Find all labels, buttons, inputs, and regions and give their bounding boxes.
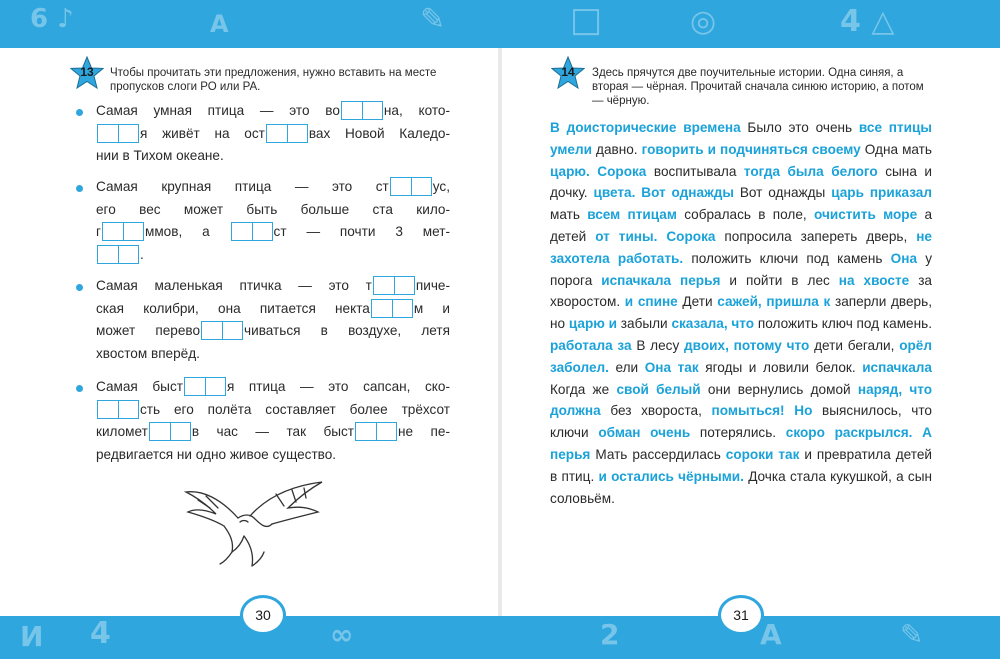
exercise-text: на, кото- xyxy=(383,103,450,118)
blue-story-fragment: наряд, что должна xyxy=(550,381,933,419)
exercise-text: ст — почти 3 мет- xyxy=(273,224,450,239)
exercise-text: в час — так быст xyxy=(191,424,355,439)
exercise-text: нии в Тихом океане. xyxy=(96,148,224,163)
page-number: 31 xyxy=(718,595,764,635)
exercise-text: чиваться в воздухе, летя xyxy=(244,323,450,338)
black-story-fragment: давно. xyxy=(592,141,642,157)
black-story-fragment: без хвороста, xyxy=(600,403,712,419)
blue-story-fragment: очистить море xyxy=(814,207,918,223)
black-story-fragment: забыли xyxy=(617,316,672,332)
task-instructions: Чтобы прочитать эти предложения, нужно вставить на месте пропусков слоги РО или РА. xyxy=(110,67,437,93)
syllable-blank[interactable] xyxy=(201,321,243,340)
blue-story-fragment: тогда была белого xyxy=(743,163,878,179)
blue-story-fragment: сажей, пришла к xyxy=(717,294,831,310)
exercise-text: ская колибри, она питается некта xyxy=(96,300,370,316)
bullet xyxy=(76,185,83,192)
exercise-line xyxy=(96,343,450,366)
exercise-text: . xyxy=(140,246,144,262)
top-decor-band: 6 ♪ А ✎ □ ◎ 4 △ xyxy=(0,0,1000,48)
exercise-line xyxy=(96,100,450,123)
blue-story-fragment: орёл заболел. xyxy=(550,337,933,375)
black-story-fragment: у порога xyxy=(550,250,932,288)
blue-story-fragment: царь приказал xyxy=(831,185,932,201)
exercise-text: г xyxy=(96,224,101,239)
syllable-blank[interactable] xyxy=(97,400,139,419)
syllable-blank[interactable] xyxy=(373,276,415,295)
blue-story-fragment: царю. Сорока xyxy=(550,163,647,179)
black-story-fragment: дети бегали, xyxy=(809,337,900,353)
exercise-text: Самая умная птица — это во xyxy=(96,103,340,118)
exercise-line xyxy=(96,320,450,343)
black-story-fragment: Когда же xyxy=(550,381,617,397)
black-story-fragment: заперли дверь, но xyxy=(550,294,932,332)
task-number-badge xyxy=(551,56,585,90)
exercise-text: ус, xyxy=(432,179,450,194)
exercise-text: я птица — это сапсан, ско- xyxy=(226,379,450,394)
syllable-blank[interactable] xyxy=(102,222,144,241)
exercise-text: я живёт на ост xyxy=(140,125,265,141)
story-text xyxy=(550,117,932,509)
page-number: 30 xyxy=(240,595,286,635)
exercise-text: его вес может быть больше ста кило- xyxy=(96,201,450,217)
exercise-item xyxy=(96,100,450,168)
syllable-blank[interactable] xyxy=(184,377,226,396)
blue-story-fragment: помыться! Но xyxy=(711,403,813,419)
syllable-blank[interactable] xyxy=(149,422,191,441)
blue-story-fragment: сказала, что xyxy=(671,316,755,332)
black-story-fragment: Дочка стала кукушкой, а сын соловьём. xyxy=(550,468,932,506)
black-story-fragment: потерялись. xyxy=(690,425,786,441)
black-story-fragment: Мать рассердилась xyxy=(590,446,726,462)
black-story-fragment: мать xyxy=(550,207,588,223)
exercise-item xyxy=(96,176,450,266)
exercise-text: пиче- xyxy=(415,278,450,293)
black-story-fragment: Было это очень xyxy=(740,120,859,135)
blue-story-fragment: Она xyxy=(890,250,918,266)
black-story-fragment: Дети xyxy=(677,294,718,310)
syllable-blank[interactable] xyxy=(355,422,397,441)
exercise-text: километ xyxy=(96,424,148,439)
exercise-item xyxy=(96,376,450,466)
exercise-text: м и xyxy=(413,300,451,316)
blue-story-fragment: двоих, потому что xyxy=(684,337,810,353)
blue-story-fragment: работала за xyxy=(550,337,632,353)
exercise-text: Самая маленькая птичка — это т xyxy=(96,278,372,293)
exercise-text: ммов, а xyxy=(144,224,230,239)
black-story-fragment: ели xyxy=(608,359,645,375)
bullet xyxy=(76,385,83,392)
black-story-fragment: положить ключ под камень. xyxy=(754,316,932,332)
exercise-item xyxy=(96,275,450,365)
exercise-line xyxy=(96,376,450,399)
blue-story-fragment: цвета. Вот однажды xyxy=(593,185,734,201)
exercise-line xyxy=(96,399,450,422)
blue-story-fragment: испачкала перья xyxy=(601,272,721,288)
syllable-blank[interactable] xyxy=(97,245,139,264)
blue-story-fragment: В доисторические времена xyxy=(550,120,741,135)
blue-story-fragment: испачкала xyxy=(862,359,932,375)
task-number-badge xyxy=(70,56,104,90)
blue-story-fragment: сороки так xyxy=(725,446,800,462)
syllable-blank[interactable] xyxy=(266,124,308,143)
syllable-blank[interactable] xyxy=(97,124,139,143)
task-number: 14 xyxy=(561,65,575,79)
blue-story-fragment: на хвосте xyxy=(838,272,910,288)
bottom-decor-band: И 4 ∞ 2 А ✎ xyxy=(0,616,1000,659)
exercise-line xyxy=(96,421,450,444)
bullet xyxy=(76,284,83,291)
black-story-fragment: а детей xyxy=(550,207,933,244)
exercise-text: Самая быст xyxy=(96,379,183,394)
exercise-line xyxy=(96,176,450,199)
exercise-line xyxy=(96,298,450,321)
blue-story-fragment: говорить и подчиняться своему xyxy=(641,141,861,157)
blue-story-fragment: Она так xyxy=(644,359,699,375)
black-story-fragment: попросила запереть дверь, xyxy=(715,228,917,244)
exercise-line xyxy=(96,221,450,244)
syllable-blank[interactable] xyxy=(390,177,432,196)
black-story-fragment: положить ключи под камень xyxy=(683,250,891,266)
bullet xyxy=(76,109,83,116)
black-story-fragment: и превратила детей в птиц. xyxy=(550,446,933,484)
exercise-text: сть его полёта составляет более трёхсот xyxy=(140,401,450,417)
exercise-text: может перево xyxy=(96,323,201,338)
exercise-line xyxy=(96,275,450,298)
black-story-fragment: и пойти в лес xyxy=(720,272,839,288)
blue-story-fragment: всем птицам xyxy=(587,207,677,223)
syllable-blank[interactable] xyxy=(371,299,413,318)
blue-story-fragment: обман очень xyxy=(598,425,691,441)
task-instructions: Здесь прячутся две поучительные истории. Одна синяя, а вторая — чёрная. Прочитай сначала синюю историю, а потом — чёрную. xyxy=(592,67,924,107)
black-story-fragment: выяснилось, что ключи xyxy=(550,403,932,441)
black-story-fragment: воспитывала xyxy=(646,163,744,179)
exercise-text: вах Новой Каледо- xyxy=(308,125,450,141)
eagle-illustration xyxy=(180,478,330,570)
black-story-fragment: ягоды и ловили белок. xyxy=(698,359,863,375)
black-story-fragment: они вернулись домой xyxy=(700,381,858,397)
syllable-blank[interactable] xyxy=(341,101,383,120)
exercise-text: Самая крупная птица — это ст xyxy=(96,179,389,194)
exercise-text: редвигается ни одно живое существо. xyxy=(96,446,337,462)
black-story-fragment: сына и дочку. xyxy=(550,163,932,201)
exercise-text: хвостом вперёд. xyxy=(96,345,200,361)
task-number: 13 xyxy=(80,65,94,79)
blue-story-fragment: не захотела работать. xyxy=(550,228,932,266)
black-story-fragment: за хворостом. xyxy=(550,272,932,310)
exercise-line xyxy=(96,123,450,146)
blue-story-fragment: и остались чёрными. xyxy=(598,468,744,484)
blue-story-fragment: скоро раскрылся. А перья xyxy=(550,425,932,462)
exercise-line xyxy=(96,444,450,467)
black-story-fragment: собралась в поле, xyxy=(676,207,814,223)
black-story-fragment: Вот однажды xyxy=(733,185,832,201)
black-story-fragment: В лесу xyxy=(631,337,685,353)
blue-story-fragment: царю и xyxy=(568,316,617,332)
blue-story-fragment: свой белый xyxy=(616,381,701,397)
exercise-line xyxy=(96,244,450,267)
black-story-fragment: Одна мать xyxy=(860,141,932,157)
exercise-line xyxy=(96,145,450,168)
exercise-line xyxy=(96,199,450,222)
blue-story-fragment: от тины. Сорока xyxy=(595,228,716,244)
blue-story-fragment: и спине xyxy=(624,294,678,310)
blue-story-fragment: все птицы умели xyxy=(550,120,932,157)
syllable-blank[interactable] xyxy=(231,222,273,241)
exercise-text: не пе- xyxy=(398,424,450,439)
